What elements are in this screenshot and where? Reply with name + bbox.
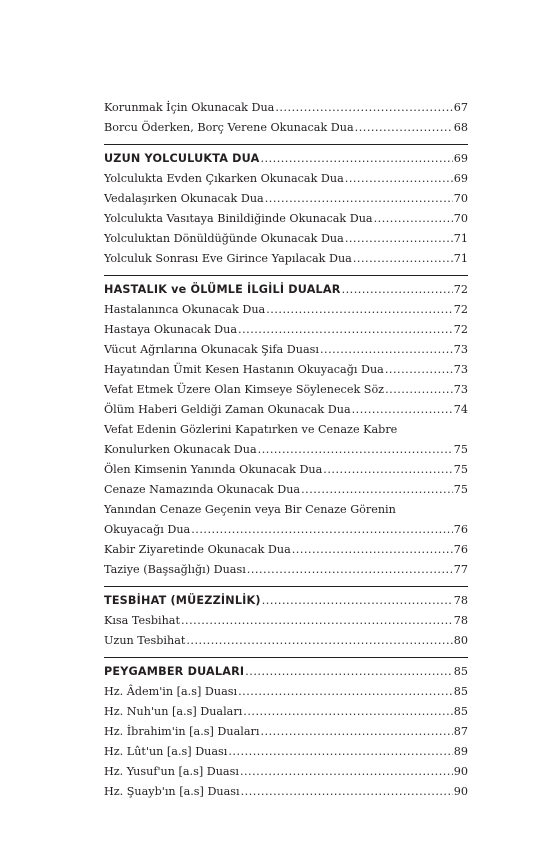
toc-entry[interactable] <box>104 380 468 400</box>
toc-entry-page: 75 <box>453 483 468 496</box>
toc-entry-title: Hz. Şuayb'ın [a.s] Duası <box>104 785 240 798</box>
toc-entry-title: Cenaze Namazında Okunacak Dua <box>104 483 301 496</box>
section-page: 72 <box>453 283 468 296</box>
dot-leader <box>355 118 453 138</box>
toc-entry-page: 89 <box>453 745 468 758</box>
toc-entry[interactable] <box>104 189 468 209</box>
section-title: HASTALIK ve ÖLÜMLE İLGİLİ DUALAR <box>104 283 341 296</box>
section-page: 69 <box>453 152 468 165</box>
toc-entry[interactable] <box>104 611 468 631</box>
toc-entry-page: 85 <box>453 705 468 718</box>
dot-leader <box>323 460 452 480</box>
toc-entry-title: Vücut Ağrılarına Okunacak Şifa Duası <box>104 343 319 356</box>
dot-leader <box>292 540 453 560</box>
toc-entry-title: Hz. Nuh'un [a.s] Duaları <box>104 705 243 718</box>
toc-entry-page: 72 <box>453 303 468 316</box>
section-divider <box>104 657 468 658</box>
dot-leader <box>385 360 453 380</box>
dot-leader <box>260 149 452 169</box>
toc-entry-page: 73 <box>453 383 468 396</box>
dot-leader <box>240 762 453 782</box>
toc-entry-page: 68 <box>453 121 468 134</box>
toc-entry-page: 67 <box>453 101 468 114</box>
toc-entry-page: 77 <box>453 563 468 576</box>
toc-entry-title: Kısa Tesbihat <box>104 614 180 627</box>
toc-entry[interactable] <box>104 209 468 229</box>
toc-entry-title: Hastalanınca Okunacak Dua <box>104 303 266 316</box>
dot-leader <box>228 742 452 762</box>
toc-section-heading[interactable] <box>104 149 468 169</box>
toc-entry[interactable] <box>104 520 468 540</box>
toc-entry-page: 76 <box>453 523 468 536</box>
toc-entry-page: 74 <box>453 403 468 416</box>
toc-entry-page: 69 <box>453 172 468 185</box>
dot-leader <box>238 682 453 702</box>
toc-entry[interactable] <box>104 118 468 138</box>
section-divider <box>104 586 468 587</box>
toc-entry[interactable] <box>104 98 468 118</box>
toc-entry-title: Yolculuk Sonrası Eve Girince Yapılacak Dua <box>104 252 352 265</box>
toc-entry[interactable] <box>104 742 468 762</box>
toc-entry[interactable] <box>104 320 468 340</box>
toc-entry[interactable] <box>104 560 468 580</box>
toc-entry-page: 76 <box>453 543 468 556</box>
section-page: 85 <box>453 665 468 678</box>
dot-leader <box>260 722 452 742</box>
toc-entry-title: Hz. Lût'un [a.s] Duası <box>104 745 228 758</box>
toc-section-heading[interactable] <box>104 591 468 611</box>
toc-entry[interactable] <box>104 460 468 480</box>
section-divider <box>104 144 468 145</box>
toc-entry-title: Vefat Etmek Üzere Olan Kimseye Söylenecek Söz <box>104 383 385 396</box>
toc-entry-title: Ölüm Haberi Geldiği Zaman Okunacak Dua <box>104 403 351 416</box>
dot-leader <box>258 440 453 460</box>
section-title: PEYGAMBER DUALARI <box>104 665 245 678</box>
toc-entry-page: 87 <box>453 725 468 738</box>
toc-entry-title: Borcu Öderken, Borç Verene Okunacak Dua <box>104 121 354 134</box>
toc-entry-title: Konulurken Okunacak Dua <box>104 443 257 456</box>
toc-entry-page: 80 <box>453 634 468 647</box>
dot-leader <box>262 591 453 611</box>
dot-leader <box>243 702 452 722</box>
toc-entry-title: Yolculukta Vasıtaya Binildiğinde Okunacak Dua <box>104 212 373 225</box>
toc-entry-page: 75 <box>453 443 468 456</box>
toc-entry-title: Hastaya Okunacak Dua <box>104 323 238 336</box>
dot-leader <box>374 209 453 229</box>
toc-entry-page: 73 <box>453 363 468 376</box>
dot-leader <box>275 98 452 118</box>
dot-leader <box>247 560 453 580</box>
toc-entry-title: Hz. Yusuf'un [a.s] Duası <box>104 765 239 778</box>
toc-entry-title: Okuyacağı Dua <box>104 523 191 536</box>
toc-entry-page: 71 <box>453 232 468 245</box>
toc-entry[interactable] <box>104 480 468 500</box>
toc-entry[interactable] <box>104 249 468 269</box>
toc-entry-page: 72 <box>453 323 468 336</box>
dot-leader <box>320 340 453 360</box>
toc-entry[interactable] <box>104 782 468 802</box>
section-page: 78 <box>453 594 468 607</box>
toc-entry-title: Ölen Kimsenin Yanında Okunacak Dua <box>104 463 323 476</box>
toc-entry-title: Taziye (Başsağlığı) Duası <box>104 563 246 576</box>
dot-leader <box>345 229 453 249</box>
toc-entry-title-line1: Yanından Cenaze Geçenin veya Bir Cenaze Görenin <box>104 503 396 516</box>
toc-entry-page: 73 <box>453 343 468 356</box>
toc-entry[interactable] <box>104 702 468 722</box>
toc-entry-title: Yolculuktan Dönüldüğünde Okunacak Dua <box>104 232 344 245</box>
dot-leader <box>186 631 452 651</box>
table-of-contents <box>104 98 468 802</box>
dot-leader <box>385 380 453 400</box>
toc-entry-page: 78 <box>453 614 468 627</box>
toc-entry[interactable] <box>104 360 468 380</box>
dot-leader <box>301 480 453 500</box>
toc-entry[interactable] <box>104 440 468 460</box>
dot-leader <box>342 280 453 300</box>
toc-entry-title-line1: Vefat Edenin Gözlerini Kapatırken ve Cenaze Kabre <box>104 423 398 436</box>
toc-entry[interactable] <box>104 682 468 702</box>
section-divider <box>104 275 468 276</box>
toc-entry[interactable] <box>104 229 468 249</box>
toc-entry[interactable] <box>104 631 468 651</box>
dot-leader <box>245 662 453 682</box>
toc-entry[interactable] <box>104 540 468 560</box>
toc-entry[interactable] <box>104 169 468 189</box>
toc-entry-page: 90 <box>453 765 468 778</box>
dot-leader <box>345 169 453 189</box>
toc-entry-page: 70 <box>453 212 468 225</box>
dot-leader <box>353 249 453 269</box>
toc-entry-title: Uzun Tesbihat <box>104 634 186 647</box>
dot-leader <box>181 611 453 631</box>
dot-leader <box>266 300 453 320</box>
toc-entry-first-line[interactable] <box>104 420 468 440</box>
toc-entry-title: Hz. Âdem'in [a.s] Duası <box>104 685 238 698</box>
section-title: UZUN YOLCULUKTA DUA <box>104 152 260 165</box>
dot-leader <box>265 189 453 209</box>
toc-entry-title: Hayatından Ümit Kesen Hastanın Okuyacağı Dua <box>104 363 384 376</box>
dot-leader <box>241 782 453 802</box>
dot-leader <box>352 400 453 420</box>
toc-entry-title: Korunmak İçin Okunacak Dua <box>104 101 275 114</box>
section-title: TESBİHAT (MÜEZZİNLİK) <box>104 594 261 607</box>
toc-entry-title: Kabir Ziyaretinde Okunacak Dua <box>104 543 291 556</box>
toc-entry-first-line[interactable] <box>104 500 468 520</box>
toc-entry-title: Hz. İbrahim'in [a.s] Duaları <box>104 725 260 738</box>
dot-leader <box>191 520 453 540</box>
toc-entry[interactable] <box>104 722 468 742</box>
toc-entry-page: 75 <box>453 463 468 476</box>
toc-entry[interactable] <box>104 300 468 320</box>
dot-leader <box>238 320 453 340</box>
toc-entry-title: Yolculukta Evden Çıkarken Okunacak Dua <box>104 172 344 185</box>
toc-entry[interactable] <box>104 340 468 360</box>
toc-section-heading[interactable] <box>104 662 468 682</box>
toc-entry[interactable] <box>104 400 468 420</box>
toc-entry-page: 70 <box>453 192 468 205</box>
toc-entry[interactable] <box>104 762 468 782</box>
toc-entry-page: 71 <box>453 252 468 265</box>
toc-section-heading[interactable] <box>104 280 468 300</box>
toc-entry-page: 90 <box>453 785 468 798</box>
toc-entry-title: Vedalaşırken Okunacak Dua <box>104 192 264 205</box>
toc-entry-page: 85 <box>453 685 468 698</box>
